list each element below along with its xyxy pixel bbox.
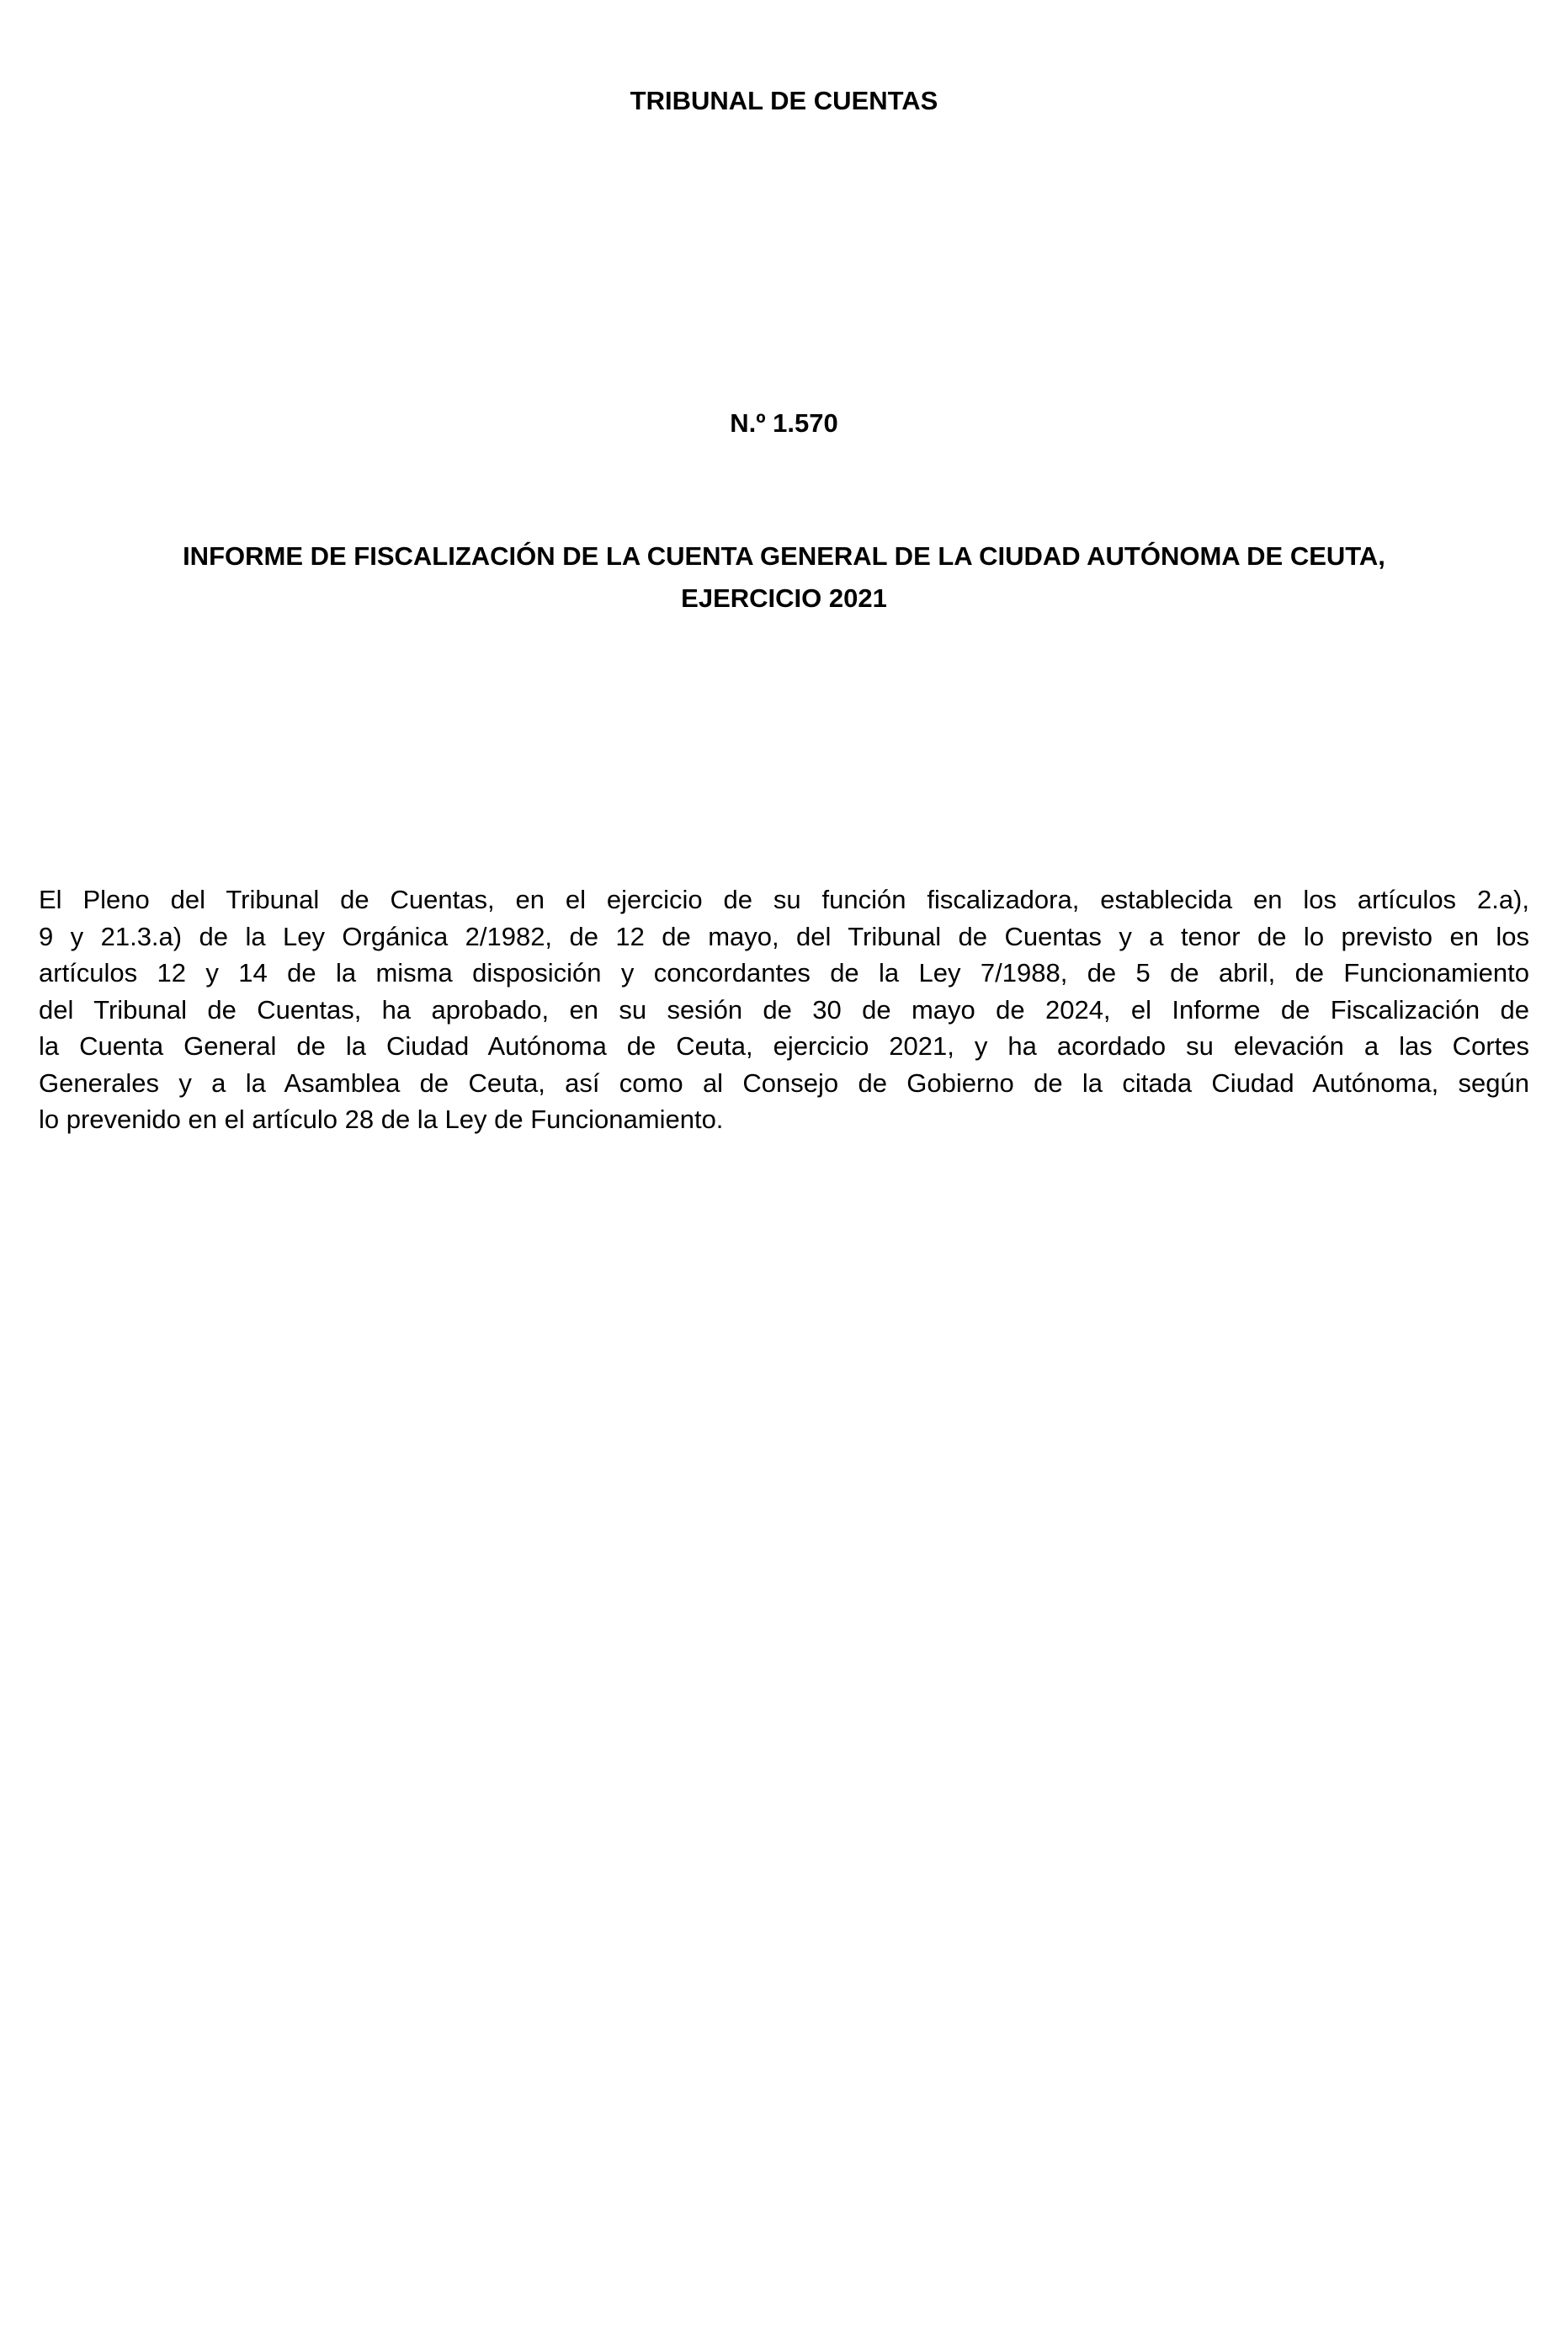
body-paragraph-line-5: la Cuenta General de la Ciudad Autónoma de Ceuta, ejercicio 2021, y ha acordado su elevación a las Cortes xyxy=(39,1031,1529,1061)
body-paragraph-line-4: del Tribunal de Cuentas, ha aprobado, en su sesión de 30 de mayo de 2024, el Informe de Fiscalización de xyxy=(39,994,1529,1025)
body-paragraph-line-1: El Pleno del Tribunal de Cuentas, en el ejercicio de su función fiscalizadora, establecida en los artículos 2.a), xyxy=(39,885,1529,914)
report-title-line-1: INFORME DE FISCALIZACIÓN DE LA CUENTA GENERAL DE LA CIUDAD AUTÓNOMA DE CEUTA, xyxy=(183,541,1385,571)
document-header-title: TRIBUNAL DE CUENTAS xyxy=(630,86,938,115)
body-paragraph-line-7: lo prevenido en el artículo 28 de la Ley de Funcionamiento. xyxy=(39,1105,724,1134)
report-title-line-2: EJERCICIO 2021 xyxy=(681,583,887,613)
report-title xyxy=(39,535,1529,620)
body-paragraph-line-6: Generales y a la Asamblea de Ceuta, así como al Consejo de Gobierno de la citada Ciudad Autónoma, según xyxy=(39,1067,1529,1098)
body-paragraph-line-2: 9 y 21.3.a) de la Ley Orgánica 2/1982, de 12 de mayo, del Tribunal de Cuentas y a tenor de lo previsto en los xyxy=(39,921,1529,951)
report-number: N.º 1.570 xyxy=(730,408,838,438)
body-paragraph xyxy=(39,881,1529,1138)
body-paragraph-line-3: artículos 12 y 14 de la misma disposición y concordantes de la Ley 7/1988, de 5 de abril, de Funcionamiento xyxy=(39,958,1529,988)
